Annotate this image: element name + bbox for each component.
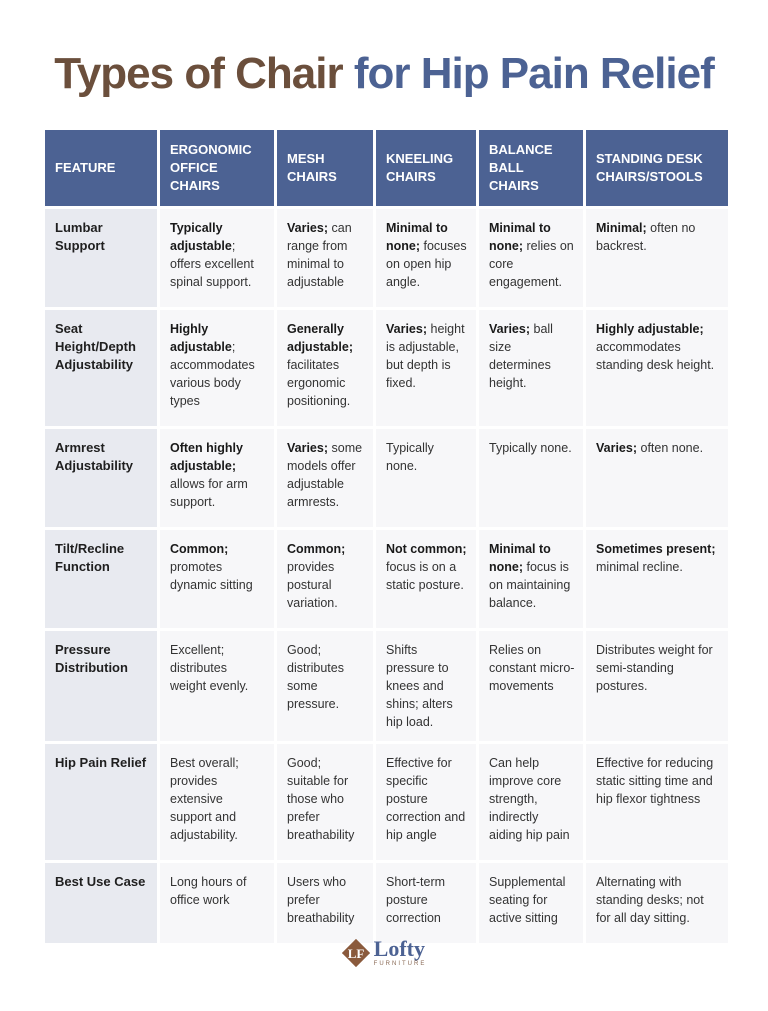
cell-text: often no backrest. (596, 221, 696, 253)
table-cell (376, 530, 476, 628)
table-cell (277, 530, 373, 628)
header-cell: KNEELING CHAIRS (376, 130, 476, 206)
table-cell (479, 744, 583, 860)
cell-text: height is adjustable, but depth is fixed. (386, 322, 465, 390)
table-cell (160, 631, 274, 741)
table-cell (376, 310, 476, 426)
feature-cell: Tilt/Recline Function (45, 530, 157, 628)
cell-text: Good; distributes some pressure. (287, 643, 344, 711)
cell-emphasis: Minimal to none; (489, 221, 551, 253)
table-row (45, 530, 728, 628)
cell-text: focus is on maintaining balance. (489, 560, 571, 610)
cell-text: minimal recline. (596, 560, 683, 574)
feature-cell: Best Use Case (45, 863, 157, 943)
cell-text: Users who prefer breathability (287, 875, 355, 925)
table-cell (586, 429, 728, 527)
header-cell: ERGONOMIC OFFICE CHAIRS (160, 130, 274, 206)
table-cell (586, 863, 728, 943)
table-cell (586, 209, 728, 307)
table-cell (479, 530, 583, 628)
cell-text: Short-term posture correction (386, 875, 446, 925)
cell-text: Alternating with standing desks; not for all day sitting. (596, 875, 704, 925)
title-part-2: for Hip Pain Relief (353, 49, 714, 98)
table-cell (277, 310, 373, 426)
cell-text: Good; suitable for those who prefer breathability (287, 756, 355, 842)
table-cell (277, 744, 373, 860)
cell-emphasis: Minimal; (596, 221, 647, 235)
table-cell (277, 863, 373, 943)
table-cell (376, 863, 476, 943)
feature-cell: Hip Pain Relief (45, 744, 157, 860)
cell-text: Excellent; distributes weight evenly. (170, 643, 249, 693)
cell-emphasis: Highly adjustable (170, 322, 232, 354)
table-cell (479, 429, 583, 527)
table-cell (479, 863, 583, 943)
header-cell: MESH CHAIRS (277, 130, 373, 206)
cell-emphasis: Varies; (386, 322, 428, 336)
cell-emphasis: Minimal to none; (489, 542, 551, 574)
table-cell (160, 530, 274, 628)
header-cell: FEATURE (45, 130, 157, 206)
cell-text: ; accommodates various body types (170, 340, 255, 408)
cell-text: Shifts pressure to knees and shins; alters hip load. (386, 643, 453, 729)
cell-text: can range from minimal to adjustable (287, 221, 352, 289)
cell-text: ball size determines height. (489, 322, 553, 390)
cell-text: Can help improve core strength, indirectly aiding hip pain (489, 756, 570, 842)
table-row (45, 209, 728, 307)
cell-text: focuses on open hip angle. (386, 239, 467, 289)
logo-subtitle: FURNITURE (373, 961, 427, 967)
page-title (0, 46, 768, 102)
table-cell (479, 631, 583, 741)
header-cell: BALANCE BALL CHAIRS (479, 130, 583, 206)
table-row (45, 863, 728, 943)
cell-emphasis: Generally adjustable; (287, 322, 353, 354)
cell-text: accommodates standing desk height. (596, 340, 715, 372)
cell-text: often none. (637, 441, 704, 455)
cell-text: relies on core engagement. (489, 239, 574, 289)
table-cell (160, 310, 274, 426)
table-cell (479, 209, 583, 307)
cell-text: allows for arm support. (170, 477, 248, 509)
table-cell (376, 209, 476, 307)
cell-text: Typically none. (386, 441, 434, 473)
feature-cell: Lumbar Support (45, 209, 157, 307)
logo-name: Lofty (373, 936, 425, 961)
cell-text: some models offer adjustable armrests. (287, 441, 363, 509)
title-part-1: Types of Chair (54, 49, 343, 98)
cell-emphasis: Highly adjustable; (596, 322, 704, 336)
table-cell (277, 631, 373, 741)
cell-emphasis: Varies; (596, 441, 638, 455)
table-row (45, 310, 728, 426)
cell-text: Typically none. (489, 441, 572, 455)
cell-text: Effective for specific posture correction and hip angle (386, 756, 466, 842)
table-cell (160, 209, 274, 307)
cell-text: promotes dynamic sitting (170, 560, 253, 592)
table-header-row (45, 130, 728, 206)
cell-emphasis: Varies; (489, 322, 531, 336)
feature-cell: Armrest Adjustability (45, 429, 157, 527)
table-row (45, 631, 728, 741)
cell-text: Distributes weight for semi-standing postures. (596, 643, 713, 693)
cell-text: Long hours of office work (170, 875, 247, 907)
cell-emphasis: Not common; (386, 542, 467, 556)
cell-emphasis: Often highly adjustable; (170, 441, 243, 473)
cell-text: Relies on constant micro-movements (489, 643, 575, 693)
cell-text: provides postural variation. (287, 560, 338, 610)
svg-text:LF: LF (347, 945, 364, 961)
cell-emphasis: Common; (287, 542, 346, 556)
brand-logo (0, 938, 768, 967)
cell-text: ; offers excellent spinal support. (170, 239, 254, 289)
table-row (45, 744, 728, 860)
cell-text: Supplemental seating for active sitting (489, 875, 566, 925)
table-cell (160, 744, 274, 860)
feature-cell: Seat Height/Depth Adjustability (45, 310, 157, 426)
table-cell (160, 863, 274, 943)
cell-text: Best overall; provides extensive support and adjustability. (170, 756, 239, 842)
cell-emphasis: Minimal to none; (386, 221, 448, 253)
cell-emphasis: Varies; (287, 441, 329, 455)
cell-emphasis: Varies; (287, 221, 329, 235)
cell-emphasis: Sometimes present; (596, 542, 716, 556)
cell-emphasis: Common; (170, 542, 229, 556)
table-cell (277, 209, 373, 307)
table-row (45, 429, 728, 527)
header-cell: STANDING DESK CHAIRS/STOOLS (586, 130, 728, 206)
lofty-monogram-icon (342, 939, 370, 967)
cell-emphasis: Typically adjustable (170, 221, 232, 253)
table-cell (376, 744, 476, 860)
table-cell (586, 310, 728, 426)
table-cell (277, 429, 373, 527)
cell-text: facilitates ergonomic positioning. (287, 358, 351, 408)
table-cell (586, 744, 728, 860)
cell-text: Effective for reducing static sitting time and hip flexor tightness (596, 756, 714, 806)
table-cell (376, 631, 476, 741)
table-cell (586, 631, 728, 741)
table-cell (479, 310, 583, 426)
cell-text: focus is on a static posture. (386, 560, 464, 592)
table-cell (586, 530, 728, 628)
feature-cell: Pressure Distribution (45, 631, 157, 741)
comparison-table (42, 127, 731, 946)
table-cell (160, 429, 274, 527)
table-cell (376, 429, 476, 527)
